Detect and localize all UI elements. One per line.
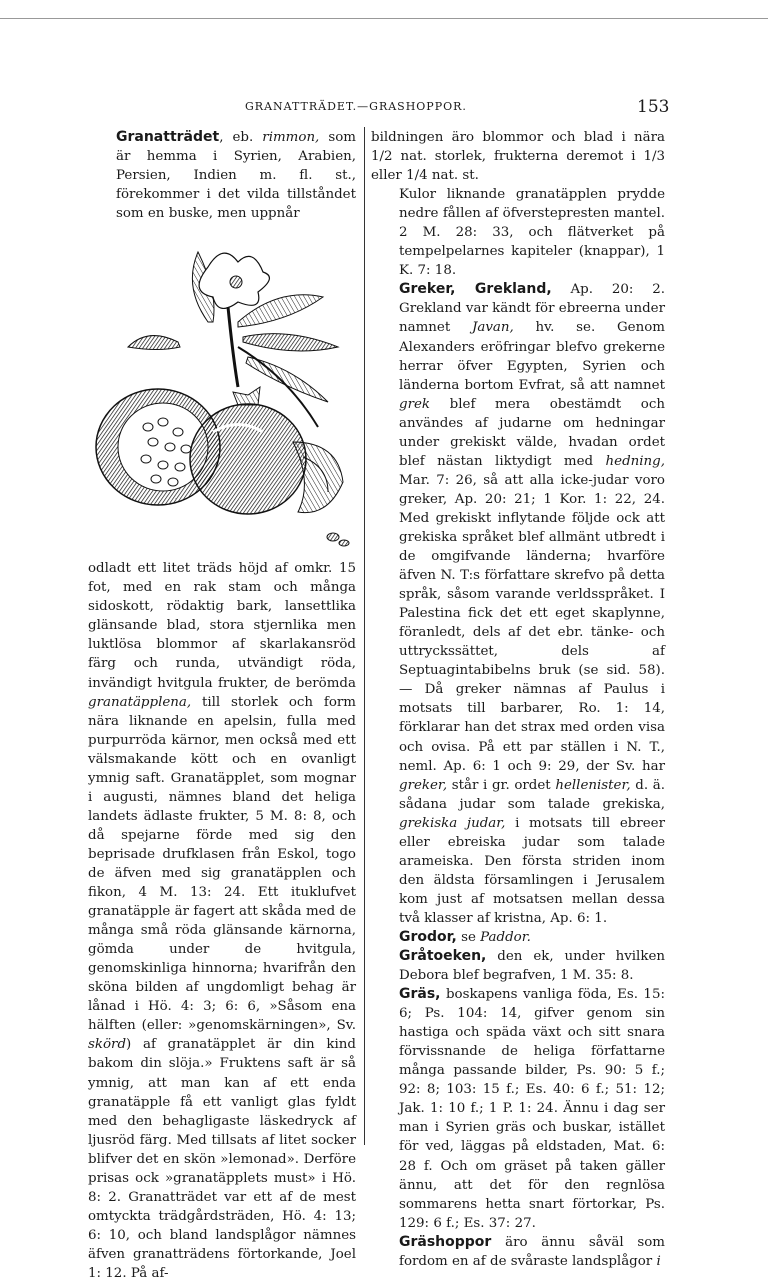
entry-grodor: Grodor, se Paddor. — [399, 928, 531, 945]
page-number: 153 — [637, 97, 670, 117]
headword-grodor: Grodor, — [399, 928, 457, 945]
column-divider — [364, 127, 365, 1145]
page-top-edge — [0, 18, 768, 19]
running-head: GRANATTRÄDET.—GRASHOPPOR. — [245, 100, 467, 113]
entry-granattradet: Granatträdet, eb. rimmon, som är hemma i Syrien, Arabien, Persien, Indien m. fl. st., förekommer i det vilda tillståndet som en buske, men uppnår — [116, 129, 356, 222]
entry-greker: Greker, Grekland, Ap. 20: 2. Grekland var kändt för ebreerna under namnet Javan, hv. se. Genom Alexanders eröfringar blefvo grekerne herrar öfver Egypten, Syrien och länderna bortom Evfrat, så att namnet grek blef mera obestämdt och användes af judarne om hedningar under grekiskt välde, hvadan ordet blef nästan liktydigt med hedning, Mar. 7: 26, så att alla icke-judar voro greker, Ap. 20: 21; 1 Kor. 1: 22, 24. Med grekiskt inflytande följde ock att grekiska språket blef allmänt utbredt i de omgifvande länderna; hvarföre äfven N. T:s författare skrefvo på detta språk, såsom varande verldsspråket. I Palestina fick det ett eget skaplynne, föranledt, dels af det ebr. tänke- och uttryckssättet, dels af Septuagintabibelns bruk (se sid. 58). — Då greker nämnas af Paulus i motsats till barbarer, Ro. 1: 14, förklarar han det strax med orden visa och ovisa. På ett par ställen i N. T., neml. Ap. 6: 1 och 9: 29, der Sv. har greker, står i gr. ordet hellenister, d. ä. sådana judar som talade grekiska, grekiska judar, i motsats till ebreer eller ebreiska judar som talade arameiska. Den första striden inom den äldsta församlingen i Jerusalem kom just af motsatsen mellan dessa två klasser af kristna, Ap. 6: 1. — [399, 281, 665, 926]
left-column — [88, 128, 356, 1283]
headword-grashoppor: Gräshoppor — [399, 1233, 492, 1250]
headword-gras: Gräs, — [399, 986, 441, 1003]
headword-greker: Greker, Grekland, — [399, 281, 552, 298]
entry-gratoeken: Gråtoeken, den ek, under hvilken Debora blef begrafven, 1 M. 35: 8. — [399, 948, 665, 984]
entry-gras: Gräs, boskapens vanliga föda, Es. 15: 6; Ps. 104: 14, gifver genom sin hastiga och späda växt och sitt snara förvissnande de heliga författarne många passande bilder, Ps. 90: 5 f.; 92: 8; 103: 15 f.; Es. 40: 6 f.; 51: 12; Jak. 1: 10 f.; 1 P. 1: 24. Ännu i dag ser man i Syrien gräs och buskar, istället för ved, läggas på eldstaden, Mat. 6: 28 f. Och om gräset på taken gäller ännu, att det för den regnlösa sommarens hetta snart förtorkar, Ps. 129: 6 f.; Es. 37: 27. — [399, 986, 665, 1231]
entry-grashoppor: Gräshoppor äro ännu såväl som fordom en af de svåraste landsplågor i — [399, 1233, 665, 1269]
paragraph-kulor: Kulor liknande granatäpplen prydde nedre fållen af öfverstepresten mantel. 2 M. 28: 33, och flätverket på tempelpelarnes kapiteler (knappar), 1 K. 7: 18. — [399, 187, 665, 279]
entry-granattradet-continued: odladt ett litet träds höjd af omkr. 15 fot, med en rak stam och många sidoskott, rödaktig bark, lansettlika glänsande blad, stora stjernlika men luktlösa blommor af skarlakansröd färg och runda, utvändigt röda, invändigt hvitgula frukter, de berömda granatäpplena, till storlek och form nära liknande en apelsin, fulla med purpurröda kärnor, men också med ett välsmakande kött och en ovanligt ymnig saft. Granatäpplet, som mognar i augusti, nämnes bland det heliga landets ädlaste frukter, 5 M. 8: 8, och då spejarne förde med sig den beprisade drufklasen från Eskol, togo de äfven med sig granatäpplen och fikon, 4 M. 13: 24. Ett ituklufvet granatäpple är fagert att skåda med de många små röda glänsande kärnorna, gömda under de hvitgula, genomskinliga hinnorna; hvarifrån den sköna bilden af ungdomligt behag är lånad i Hö. 4: 3; 6: 6, »Såsom ena hälften (eller: »genomskärningen», Sv. skörd) af granatäpplet är din kind bakom din slöja.» Fruktens saft är så ymnig, att man kan af ett enda granatäpple få ett vanligt glas fyldt med den behagligaste läskedryck af ljusröd färg. Med tillsats af litet socker blifver det en skön »lemonad». Derföre prisas ock »granatäpplets must» i Hö. 8: 2. Granatträdet var ett af de mest omtyckta trädgårdsträden, Hö. 4: 13; 6: 10, och bland landsplågor nämnes äfven granatträdens förtorkande, Joel 1: 12. På af- — [88, 561, 356, 1281]
headword-gratoeken: Gråtoeken, — [399, 948, 487, 965]
pomegranate-illustration-icon — [88, 227, 356, 555]
caption-continued: bildningen äro blommor och blad i nära 1/2 nat. storlek, frukterna deremot i 1/3 eller 1/4 nat. st. — [371, 130, 665, 184]
right-column — [371, 128, 665, 1271]
cross-reference-link: Paddor. — [480, 929, 531, 945]
headword-granattradet: Granatträdet — [116, 129, 220, 145]
